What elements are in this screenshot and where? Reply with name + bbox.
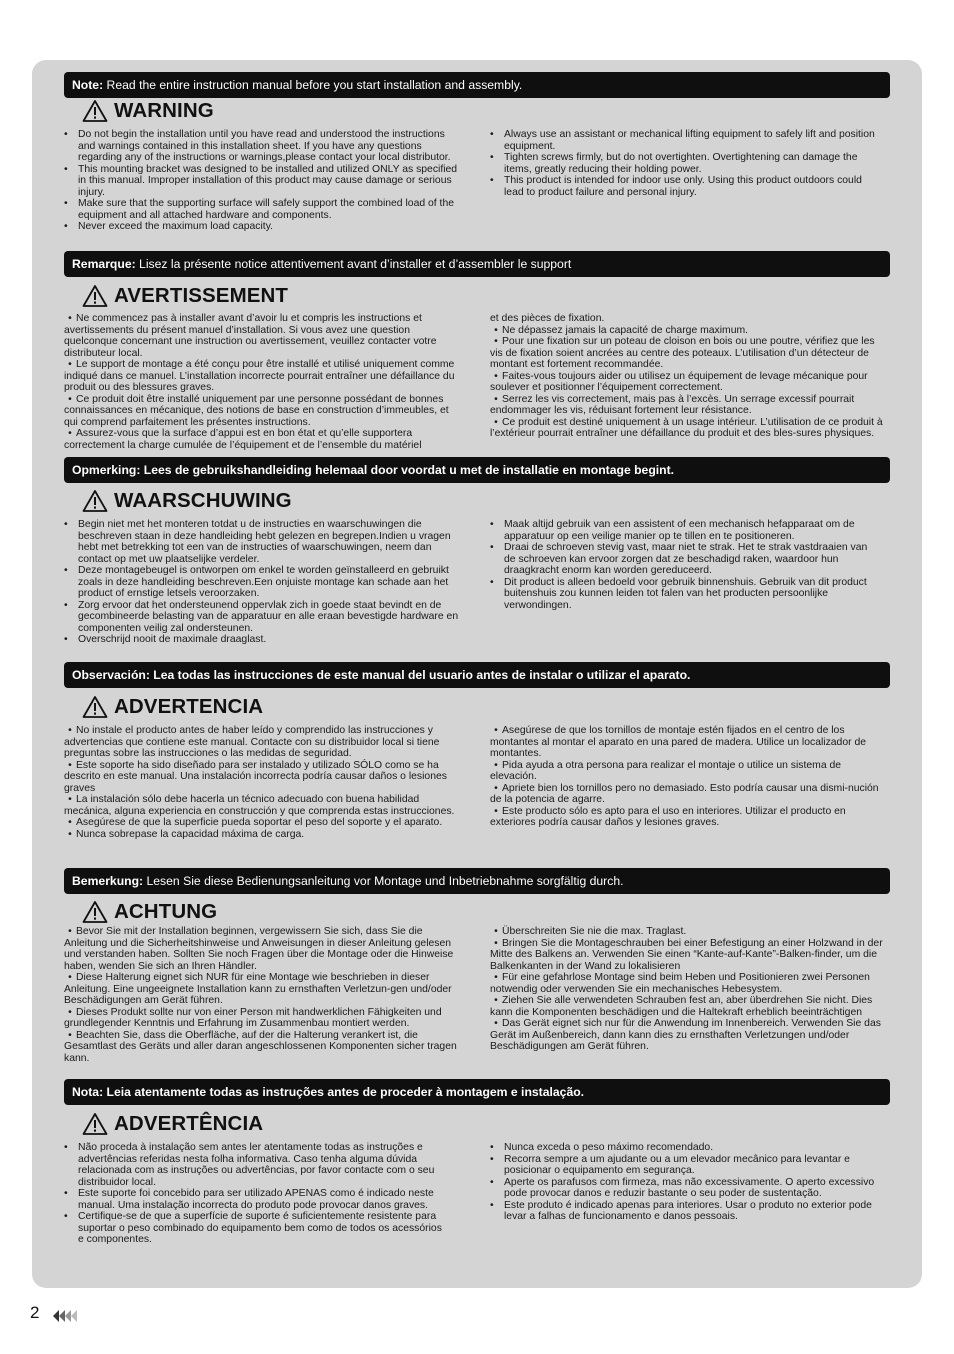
left-column xyxy=(64,519,464,646)
left-column xyxy=(64,926,464,1064)
list-item: • Ziehen Sie alle verwendeten Schrauben fest an, aber überdrehen Sie nicht. Dies kann die Komponenten beschädigen und die Haltekraft erheblich beeinträchtigen xyxy=(490,995,873,1018)
list-item: • This mounting bracket was designed to be installed and utilized ONLY as specified in this manual. Improper installation of this product may cause damage or serious injury. xyxy=(64,164,464,199)
list-item: • Always use an assistant or mechanical lifting equipment to safely lift and position equipment. xyxy=(490,129,876,152)
heading-text: WARNING xyxy=(114,99,214,122)
list-item: • Für eine gefahrlose Montage sind beim Heben und Positionieren zwei Personen notwendig oder verwenden Sie ein mechanisches Hebesystem. xyxy=(490,972,870,995)
note-label: Note: xyxy=(72,78,104,92)
note-text: Read the entire instruction manual before you start installation and assembly. xyxy=(103,78,523,92)
list-item: • Ne commencez pas à installer avant d’avoir lu et compris les instructions et avertissements du présent manuel d’installation. Si vous avez une question quelconque concernant une instruction ou avertissement, veuillez contacter votre distributeur local. xyxy=(64,313,437,359)
list-item: • Este suporte foi concebido para ser utilizado APENAS como é indicado neste manual. Uma instalação incorrecta do produto pode provocar danos graves. xyxy=(64,1188,450,1211)
note-text: Lea todas las instrucciones de este manual del usuario antes de instalar o utilizar el aparato. xyxy=(149,668,691,682)
list-item: • Nunca exceda o peso máximo recomendado. xyxy=(490,1142,876,1154)
list-item: • Serrez les vis correctement, mais pas à l’excès. Un serrage excessif pourrait endommager les vis, réduisant fortement leur résistance. xyxy=(490,393,855,416)
note-label: Observación: xyxy=(72,668,150,682)
right-column xyxy=(490,1142,876,1223)
note-bar xyxy=(64,72,890,98)
list-item: • Overschrijd nooit de maximale draaglast. xyxy=(64,634,464,646)
list-item: • Dieses Produkt sollte nur von einer Person mit handwerklichen Fähigkeiten und grundlegender Kenntnis und Erfahrung im Zusammenbau montiert werden. xyxy=(64,1006,442,1029)
note-label: Remarque: xyxy=(72,257,136,271)
list-item: • Ce produit est destiné uniquement à un usage intérieur. L’utilisation de ce produit à l’extérieur pourrait entraîner une défaillance du produit et des bles-sures physiques. xyxy=(490,416,883,439)
section-heading xyxy=(82,1111,263,1137)
list-item: • Le support de montage a été conçu pour être installé et utilisé uniquement comme indiqué dans ce manuel. L’installation incorrecte pourrait entraîner une défaillance du produit ou des blessures graves. xyxy=(64,359,455,393)
list-item: • Überschreiten Sie nie die max. Traglast. xyxy=(494,926,687,937)
right-column xyxy=(490,519,876,611)
list-item: • Recorra sempre a um ajudante ou a um elevador mecânico para levantar e posicionar o equipamento em segurança. xyxy=(490,1154,876,1177)
note-bar xyxy=(64,251,890,277)
warning-triangle-icon xyxy=(82,695,108,719)
heading-text: ADVERTENCIA xyxy=(114,695,264,718)
list-item: • Begin niet met het monteren totdat u de instructies en waarschuwingen die beschreven staan in deze handleiding hebt gelezen en begrepen.Indien u vragen hebt met betrekking tot een van de instructies of waarschuwingen, neem dan contact op met uw plaatselijke verdeler. xyxy=(64,519,464,565)
list-item: • Dit product is alleen bedoeld voor gebruik binnenshuis. Gebruik van dit product buitenshuis zou kunnen leiden tot falen van het producten persoonlijke verwondingen. xyxy=(490,577,876,612)
list-item: • Das Gerät eignet sich nur für die Anwendung im Innenbereich. Verwenden Sie das Gerät im Außenbereich, dann kann dies zu ernsthaften Verletzungen und/oder Beschädigungen am Gerät führen. xyxy=(490,1018,881,1052)
list-item: • Este produto é indicado apenas para interiores. Usar o produto no exterior pode levar a falhas de funcionamento e danos pessoais. xyxy=(490,1200,876,1223)
list-item: • Este producto sólo es apto para el uso en interiores. Utilizar el producto en exteriores podría causar daños y lesiones graves. xyxy=(490,805,846,828)
list-item: • Asegúrese de que los tornillos de montaje estén fijados en el centro de los montantes al montar el aparato en una pared de madera. Utilice un localizador de montantes. xyxy=(490,725,867,759)
list-item: • Nunca sobrepase la capacidad máxima de carga. xyxy=(68,828,305,840)
list-item: • Pour une fixation sur un poteau de cloison en bois ou une poutre, vérifiez que les vis de fixation soient ancrées au centre des poteaux. L’utilisation d’un détecteur de montant est fortement recommandée. xyxy=(490,336,875,370)
note-text: Lees de gebruikshandleiding helemaal door voordat u met de installatie en montage begint. xyxy=(140,463,675,477)
warning-triangle-icon xyxy=(82,1112,108,1136)
list-item: • Não proceda à instalação sem antes ler atentamente todas as instruções e advertências referidas nesta folha informativa. Caso tenha alguma dúvida relacionada com as instruções ou advertências, por favor contacte com o seu distribuidor local. xyxy=(64,1142,450,1188)
instruction-panel xyxy=(32,60,922,1288)
right-column xyxy=(490,129,876,198)
list-item: • Aperte os parafusos com firmeza, mas não excessivamente. O aperto excessivo pode provocar danos e reduzir bastante o seu poder de sustentação. xyxy=(490,1177,876,1200)
left-column xyxy=(64,313,464,451)
list-item: • Asegúrese de que la superficie pueda soportar el peso del soporte y el aparato. xyxy=(68,817,443,828)
note-text: Leia atentamente todas as instruções antes de proceder à montagem e instalação. xyxy=(103,1085,585,1099)
heading-text: WAARSCHUWING xyxy=(114,489,292,512)
note-bar xyxy=(64,457,890,483)
page-number: 2 xyxy=(30,1303,40,1322)
note-label: Bemerkung: xyxy=(72,874,144,888)
list-item: • Assurez-vous que la surface d’appui est en bon état et qu’elle supportera correctement la charge cumulée de l’équipement et de l’ensemble du matériel xyxy=(64,428,422,451)
note-text: Lesen Sie diese Bedienungsanleitung vor Montage und Inbetriebnahme sorgfältig durch. xyxy=(143,874,624,888)
section-heading xyxy=(82,283,288,309)
section-heading xyxy=(82,98,214,124)
list-item: • No instale el producto antes de haber leído y comprendido las instrucciones y advertencias que contiene este manual. Contacte con su distribuidor local si tiene preguntas sobre las instrucciones o las medidas de seguridad. xyxy=(64,725,440,759)
list-item: • Este soporte ha sido diseñado para ser instalado y utilizado SÓLO como se ha descrito en este manual. Una instalación incorrecta podría causar daños o lesiones graves xyxy=(64,759,447,794)
list-item: • Draai de schroeven stevig vast, maar niet te strak. Het te strak vastdraaien van de schroeven kan ervoor zorgen dat ze beschadigd raken, waardoor hun draagkracht enorm kan worden gereduceerd. xyxy=(490,542,876,577)
left-column xyxy=(64,725,464,840)
list-item: • This product is intended for indoor use only. Using this product outdoors could lead to product failure and personal injury. xyxy=(490,175,876,198)
heading-text: AVERTISSEMENT xyxy=(114,284,289,307)
left-column xyxy=(64,129,464,233)
section-heading xyxy=(82,694,263,720)
right-column xyxy=(490,725,890,829)
warning-triangle-icon xyxy=(82,900,108,924)
warning-triangle-icon xyxy=(82,489,108,513)
list-item: • Ne dépassez jamais la capacité de charge maximum. xyxy=(494,324,749,336)
list-item: • Certifique-se de que a superfície de suporte é suficientemente resistente para suportar o peso combinado do equipamento bem como de todos os acessórios e componentes. xyxy=(64,1211,450,1246)
note-bar xyxy=(64,868,890,894)
right-column xyxy=(490,313,890,440)
list-item: • Pida ayuda a otra persona para realizar el montaje o utilice un sistema de elevación. xyxy=(490,759,842,782)
section-heading xyxy=(82,488,292,514)
list-item: • Diese Halterung eignet sich NUR für eine Montage wie beschrieben in dieser Anleitung. Eine ungeeignete Installation kann zu ernsthaften Verletzun-gen und/oder Beschädigungen am Gerät führen. xyxy=(64,972,452,1006)
warning-triangle-icon xyxy=(82,99,108,123)
list-item: • Bringen Sie die Montageschrauben bei einer Befestigung an einer Holzwand in der Mitte des Balkens an. Verwenden Sie einen “Kante-auf-Kante”-Balken-finder, um die Balkenkanten in der Wand zu lokalisieren xyxy=(490,937,883,972)
list-item: • Apriete bien los tornillos pero no demasiado. Esto podría causar una dismi-nución de la potencia de agarre. xyxy=(490,782,879,805)
list-item: • Deze montagebeugel is ontworpen om enkel te worden geïnstalleerd en gebruikt zoals in deze handleiding beschreven.Een onjuiste montage kan schade aan het product of ernstige letsels veroorzaken. xyxy=(64,565,464,600)
list-item: • Zorg ervoor dat het ondersteunend oppervlak zich in goede staat bevindt en de gecombineerde belasting van de apparatuur en alle eraan bevestigde hardware en componenten veilig zal ondersteunen. xyxy=(64,600,464,635)
warning-triangle-icon xyxy=(82,284,108,308)
list-item: • Maak altijd gebruik van een assistent of een mechanisch hefapparaat om de apparatuur op een veilige manier op te tillen en te positioneren. xyxy=(490,519,876,542)
continuation-text: et des pièces de fixation. xyxy=(490,313,605,324)
left-column xyxy=(64,1142,450,1246)
list-item: • Beachten Sie, dass die Oberfläche, auf der die Halterung verankert ist, die Gesamtlast des Geräts und aller daran angeschlossenen Komponenten sicher tragen kann. xyxy=(64,1029,457,1064)
note-label: Nota: xyxy=(72,1085,104,1099)
note-label: Opmerking: xyxy=(72,463,141,477)
list-item: • Tighten screws firmly, but do not overtighten. Overtightening can damage the items, greatly reducing their holding power. xyxy=(490,152,876,175)
back-arrows-icon xyxy=(52,1309,78,1323)
list-item: • Never exceed the maximum load capacity. xyxy=(64,221,464,233)
note-bar xyxy=(64,1079,890,1105)
list-item: • La instalación sólo debe hacerla un técnico adecuado con buena habilidad mecánica, alguna experiencia en construcción y que comprenda estas instrucciones. xyxy=(64,794,455,817)
right-column xyxy=(490,926,890,1053)
note-bar xyxy=(64,662,890,688)
list-item: • Ce produit doit être installé uniquement par une personne possédant de bonnes connaissances en mécanique, des notions de base en construction d’immeubles, et qui comprend parfaitement les présentes instructions. xyxy=(64,393,449,428)
list-item: • Bevor Sie mit der Installation beginnen, vergewissern Sie sich, dass Sie die Anleitung und die Sicherheitshinweise und Anweisungen in dieser Anleitung gelesen und verstanden haben. Sollten Sie noch Fragen über die Montage oder die Hinweise haben, wenden Sie sich an Ihren Händler. xyxy=(64,926,454,972)
list-item: • Make sure that the supporting surface will safely support the combined load of the equipment and all attached hardware and components. xyxy=(64,198,464,221)
heading-text: ADVERTÊNCIA xyxy=(114,1112,264,1135)
heading-text: ACHTUNG xyxy=(114,900,218,923)
list-item: • Faites-vous toujours aider ou utilisez un équipement de levage mécanique pour soulever et positionner l’équipement correctement. xyxy=(490,370,868,393)
list-item: • Do not begin the installation until you have read and understood the instructions and warnings contained in this installation sheet. If you have any questions regarding any of the instructions or warnings,please contact your local distributor. xyxy=(64,129,464,164)
section-heading xyxy=(82,899,217,925)
note-text: Lisez la présente notice attentivement avant d’installer et d’assembler le support xyxy=(135,257,572,271)
